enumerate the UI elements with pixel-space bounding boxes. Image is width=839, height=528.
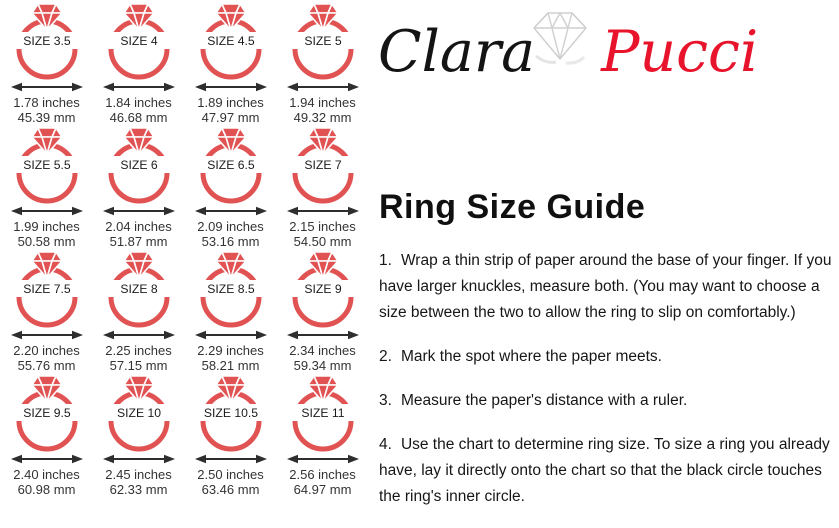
page-title: Ring Size Guide [379,188,646,226]
ring-icon [101,251,177,341]
ring-mm: 53.16 mm [201,234,260,249]
ring-size-label: SIZE 5.5 [22,158,71,172]
ring-measurements [13,219,80,249]
ring-icon [101,127,177,217]
diameter-arrow-icon [195,207,267,215]
ring-inches: 1.89 inches [197,95,264,110]
brand-name-second: Pucci [601,19,759,85]
right-panel [378,0,839,505]
ring-size-label: SIZE 6 [119,158,158,172]
ring-inches: 2.34 inches [289,343,356,358]
diameter-arrow-icon [103,455,175,463]
diameter-arrow-icon [11,331,83,339]
diamond-icon [32,128,62,154]
ring-inches: 2.04 inches [105,219,172,234]
ring-mm: 49.32 mm [293,110,352,125]
ring-size-label: SIZE 7 [303,158,342,172]
diamond-icon [32,4,62,30]
ring-icon [285,127,361,217]
ring-size-cell [185,375,276,497]
ring-size-label: SIZE 10 [116,406,161,420]
diameter-arrow-icon [103,331,175,339]
ring-size-label: SIZE 11 [300,406,345,420]
diamond-icon [124,128,154,154]
ring-size-cell [185,3,276,125]
ring-inches: 1.94 inches [289,95,356,110]
ring-size-label: SIZE 3.5 [22,34,71,48]
ring-measurements [197,95,264,125]
guide-step [379,344,839,370]
guide-step [379,248,839,326]
ring-inches: 2.45 inches [105,467,172,482]
ring-measurements [289,95,356,125]
ring-size-cell [185,251,276,373]
ring-size-grid [1,3,368,497]
diameter-arrow-icon [195,331,267,339]
ring-size-label: SIZE 9.5 [22,406,71,420]
ring-mm: 59.34 mm [293,358,352,373]
ring-measurements [197,467,264,497]
diamond-icon [216,252,246,278]
guide-step [379,432,839,510]
ring-inches: 2.40 inches [13,467,80,482]
ring-measurements [289,219,356,249]
diameter-arrow-icon [287,455,359,463]
ring-measurements [197,343,264,373]
ring-mm: 57.15 mm [109,358,168,373]
ring-measurements [197,219,264,249]
diamond-icon [32,252,62,278]
ring-measurements [13,343,80,373]
diameter-arrow-icon [287,207,359,215]
step-text: Wrap a thin strip of paper around the base of your finger. If you have larger knuckles, measure both. (You may want to choose a size between the two to allow the ring to slip on comfortably.) [379,252,832,321]
ring-icon [193,127,269,217]
ring-mm: 60.98 mm [17,482,76,497]
ring-measurements [289,343,356,373]
ring-size-cell [277,127,368,249]
ring-mm: 45.39 mm [17,110,76,125]
ring-size-cell [93,127,184,249]
ring-icon [193,3,269,93]
diamond-icon [308,4,338,30]
step-number: 3. [379,392,392,409]
ring-mm: 62.33 mm [109,482,168,497]
ring-size-label: SIZE 4 [119,34,158,48]
ring-inches: 2.09 inches [197,219,264,234]
diamond-icon [216,376,246,402]
ring-size-cell [93,251,184,373]
ring-inches: 1.99 inches [13,219,80,234]
step-number: 2. [379,348,392,365]
ring-mm: 58.21 mm [201,358,260,373]
ring-size-label: SIZE 10.5 [203,406,258,420]
ring-size-cell [1,3,92,125]
guide-step [379,388,839,414]
diamond-outline-icon [518,6,602,68]
step-number: 1. [379,252,392,269]
ring-icon [9,3,85,93]
step-text: Use the chart to determine ring size. To size a ring you already have, lay it directly onto the chart so that the black circle touches the ring's inner circle. [379,436,830,505]
ring-measurements [105,343,172,373]
ring-measurements [105,467,172,497]
diamond-icon [308,252,338,278]
ring-icon [9,375,85,465]
diameter-arrow-icon [195,83,267,91]
ring-size-label: SIZE 5 [303,34,342,48]
step-text: Mark the spot where the paper meets. [400,348,662,365]
ring-size-label: SIZE 8 [119,282,158,296]
ring-mm: 63.46 mm [201,482,260,497]
ring-mm: 64.97 mm [293,482,352,497]
ring-size-label: SIZE 9 [303,282,342,296]
diamond-icon [124,252,154,278]
ring-icon [285,3,361,93]
ring-inches: 2.50 inches [197,467,264,482]
diameter-arrow-icon [287,331,359,339]
ring-mm: 47.97 mm [201,110,260,125]
diameter-arrow-icon [287,83,359,91]
diamond-icon [216,128,246,154]
ring-size-cell [93,3,184,125]
diamond-icon [124,376,154,402]
ring-size-label: SIZE 7.5 [22,282,71,296]
ring-measurements [105,219,172,249]
ring-inches: 1.78 inches [13,95,80,110]
diamond-icon [216,4,246,30]
ring-measurements [289,467,356,497]
ring-size-label: SIZE 6.5 [206,158,255,172]
ring-mm: 50.58 mm [17,234,76,249]
ring-inches: 2.20 inches [13,343,80,358]
ring-mm: 54.50 mm [293,234,352,249]
ring-size-cell [185,127,276,249]
ring-size-cell [1,127,92,249]
ring-size-cell [277,251,368,373]
ring-icon [285,375,361,465]
ring-size-label: SIZE 4.5 [206,34,255,48]
diameter-arrow-icon [195,455,267,463]
ring-mm: 51.87 mm [109,234,168,249]
diamond-icon [124,4,154,30]
step-number: 4. [379,436,392,453]
ring-size-cell [93,375,184,497]
diamond-icon [308,128,338,154]
ring-size-cell [277,3,368,125]
ring-measurements [13,95,80,125]
ring-mm: 46.68 mm [109,110,168,125]
diamond-icon [32,376,62,402]
ring-icon [285,251,361,341]
ring-mm: 55.76 mm [17,358,76,373]
ring-icon [9,251,85,341]
ring-inches: 1.84 inches [105,95,172,110]
ring-icon [101,375,177,465]
brand-logo [378,4,778,100]
ring-inches: 2.29 inches [197,343,264,358]
ring-measurements [105,95,172,125]
ring-size-cell [1,251,92,373]
steps-list [379,248,839,528]
ring-measurements [13,467,80,497]
diameter-arrow-icon [11,83,83,91]
diameter-arrow-icon [103,83,175,91]
ring-icon [193,251,269,341]
ring-size-cell [277,375,368,497]
ring-size-label: SIZE 8.5 [206,282,255,296]
diamond-icon [308,376,338,402]
ring-icon [101,3,177,93]
ring-icon [193,375,269,465]
ring-inches: 2.15 inches [289,219,356,234]
ring-inches: 2.25 inches [105,343,172,358]
ring-size-cell [1,375,92,497]
diameter-arrow-icon [103,207,175,215]
ring-icon [9,127,85,217]
brand-name-first: Clara [378,19,536,85]
ring-inches: 2.56 inches [289,467,356,482]
step-text: Measure the paper's distance with a ruler. [400,392,688,409]
diameter-arrow-icon [11,455,83,463]
diameter-arrow-icon [11,207,83,215]
